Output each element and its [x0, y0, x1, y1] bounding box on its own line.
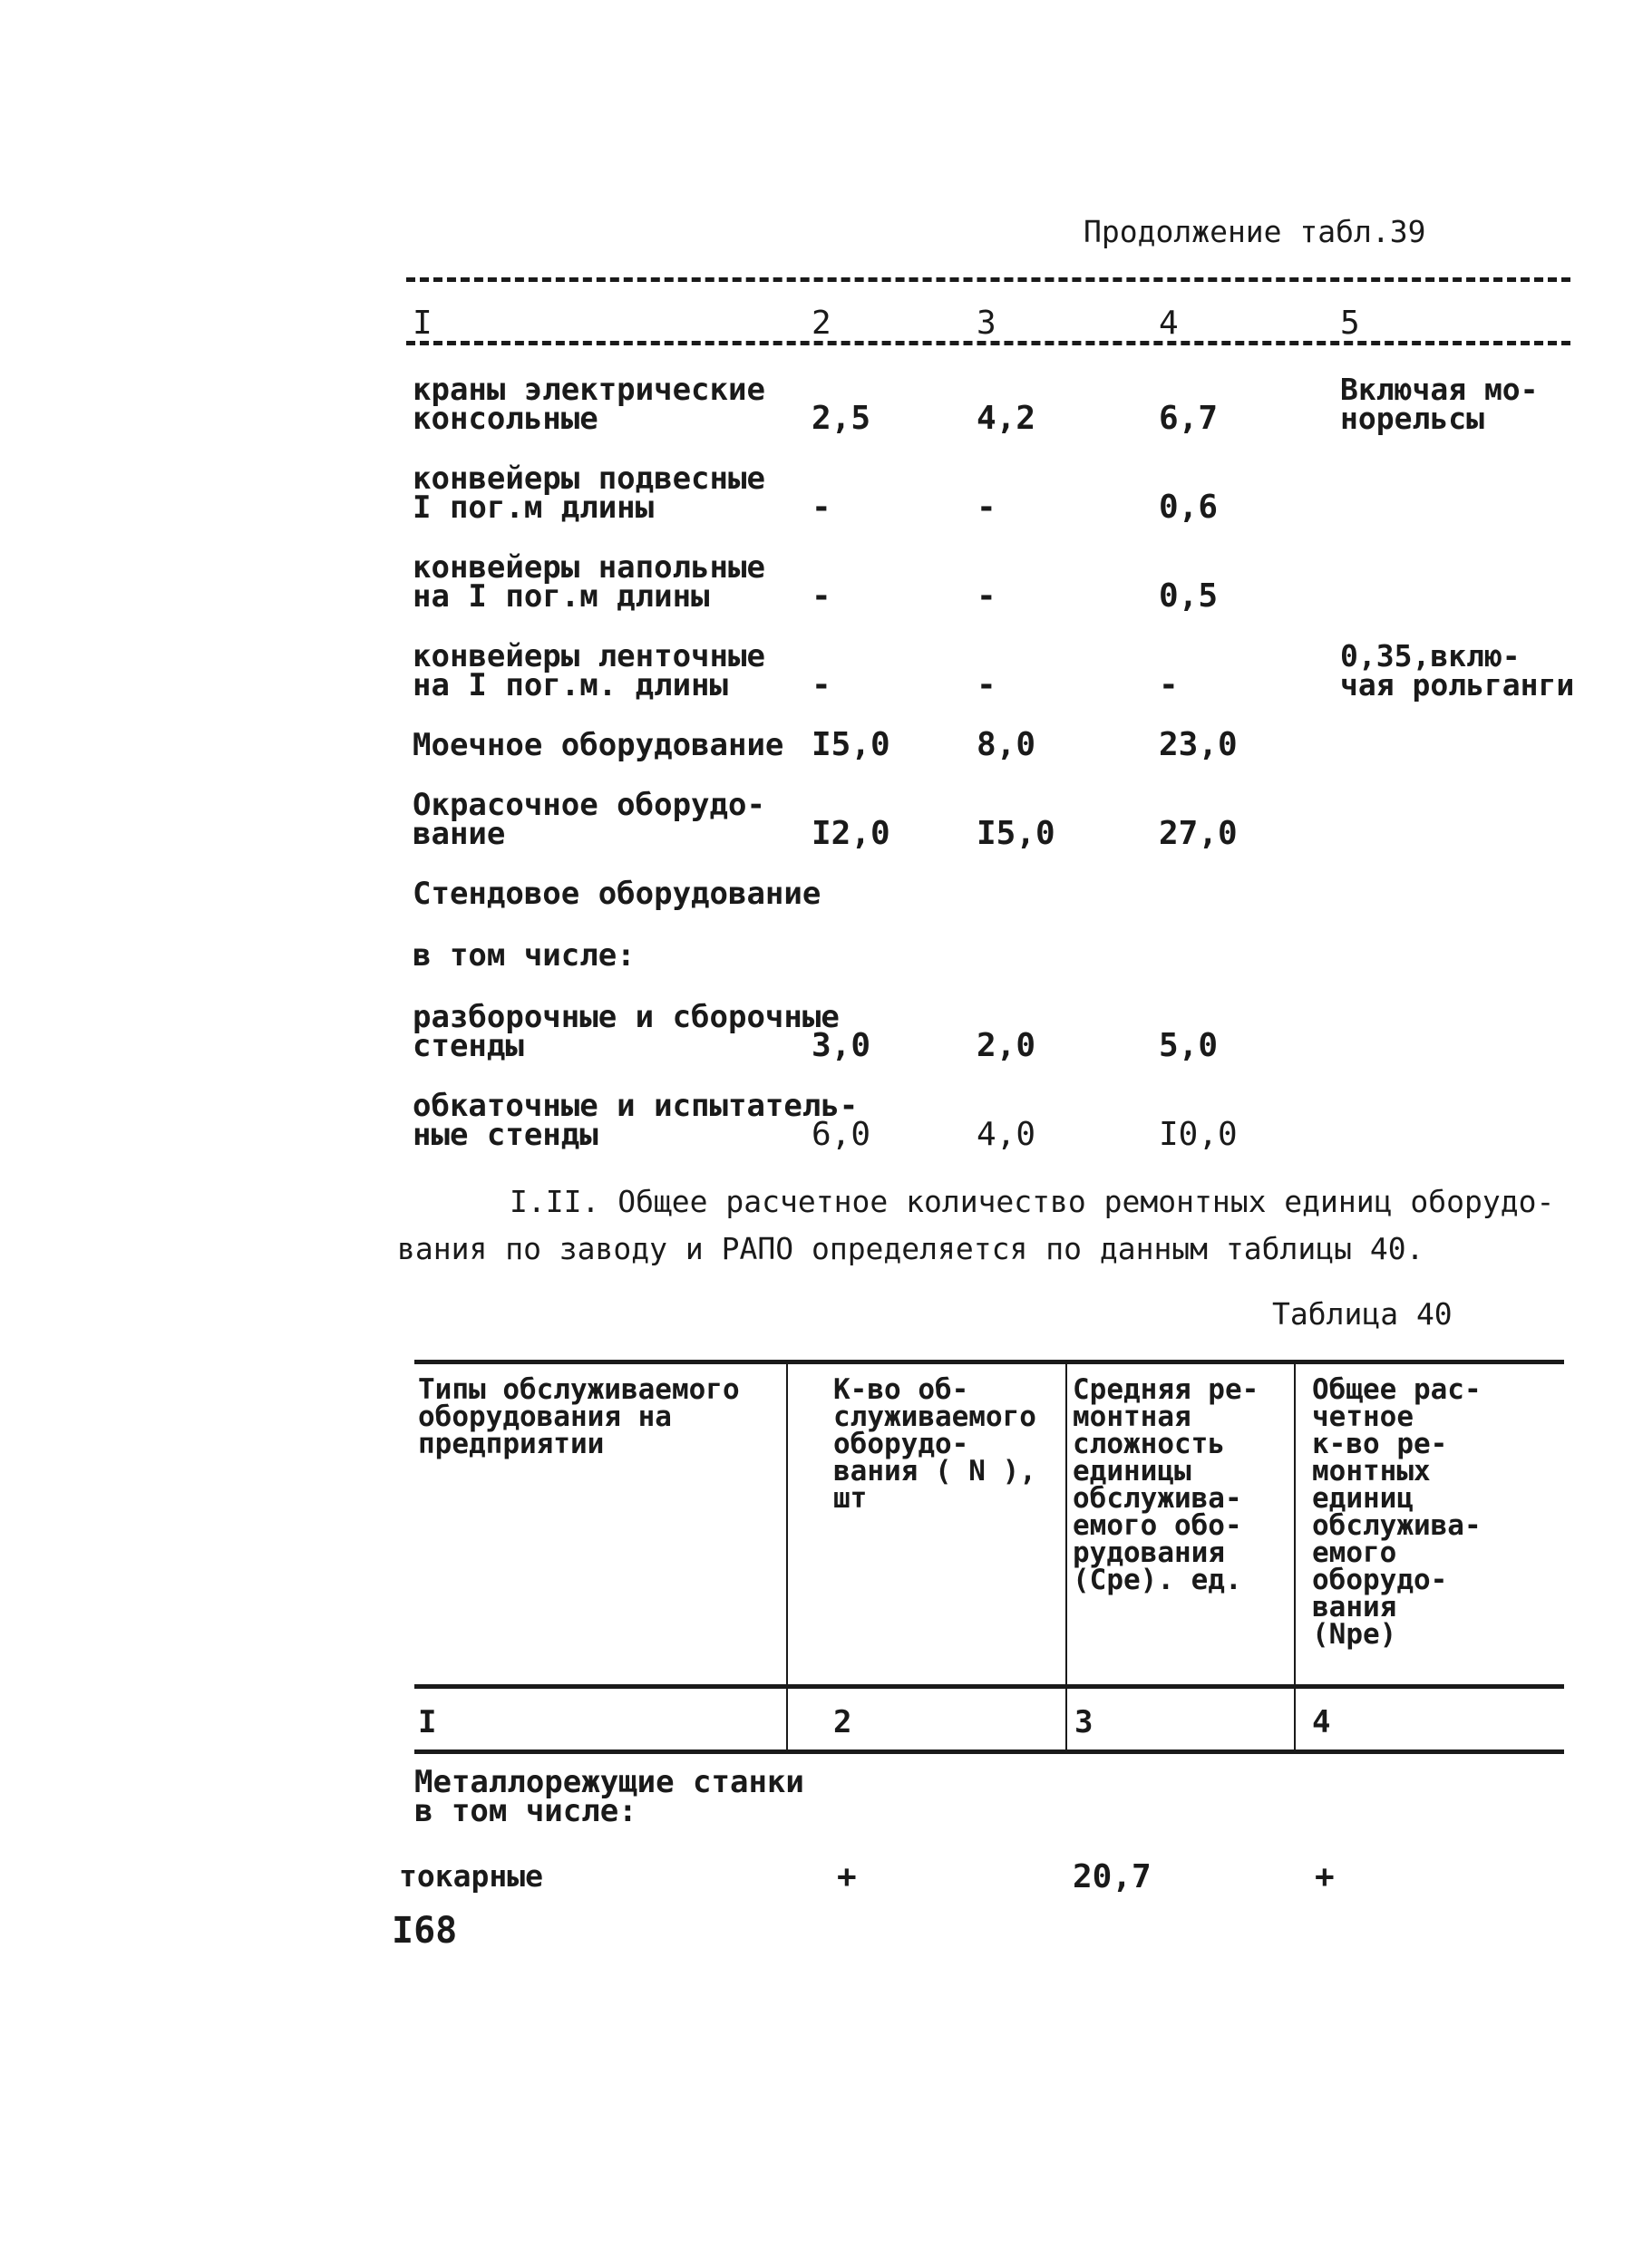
row-col2: + [837, 1858, 857, 1895]
row-name: обкаточные и испытатель- ные стенды [413, 1088, 859, 1153]
table40-header-count: К-во об- служиваемого оборудо- вания ( N ), шт [833, 1373, 1036, 1515]
row-col4: 5,0 [1159, 1027, 1219, 1064]
row-col3: - [977, 489, 996, 526]
table40-colnum-3: 3 [1074, 1704, 1094, 1740]
table40-top-rule [414, 1360, 1564, 1364]
row-col4: 27,0 [1159, 815, 1238, 852]
row-col2: 3,0 [812, 1027, 871, 1064]
row-col2: - [812, 666, 831, 703]
row-name: Окрасочное оборудо- вание [413, 787, 765, 852]
row-name: конвейеры напольные на I пог.м длины [413, 549, 765, 615]
row-col2: - [812, 489, 831, 526]
paragraph-line-1: I.II. Общее расчетное количество ремонтных единиц оборудо- [510, 1184, 1555, 1219]
row-col2: I2,0 [812, 815, 890, 852]
continuation-label: Продолжение табл.39 [1084, 214, 1426, 249]
row-col4: 6,7 [1159, 400, 1219, 437]
row-name: Стендовое оборудование [413, 876, 821, 912]
row-col4: - [1159, 666, 1179, 703]
row-name: Моечное оборудование [413, 727, 784, 763]
row-name: в том числе: [413, 937, 636, 974]
paragraph [397, 1178, 1576, 1273]
row-col3: - [977, 666, 996, 703]
row-col4: I0,0 [1159, 1116, 1238, 1153]
row-col3: 20,7 [1073, 1858, 1152, 1895]
table40-section-title: Металлорежущие станки в том числе: [414, 1764, 804, 1829]
row-col2: I5,0 [812, 726, 890, 763]
row-col3: 2,0 [977, 1027, 1036, 1064]
table40-col-divider [1294, 1360, 1296, 1753]
row-col4: + [1315, 1858, 1335, 1895]
row-name: краны электрические консольные [413, 372, 765, 437]
table40-header-rule [414, 1684, 1564, 1689]
table40-label: Таблица 40 [1272, 1296, 1453, 1332]
row-col2: - [812, 577, 831, 615]
table39-colnum-5: 5 [1340, 305, 1360, 342]
table40-colnum-4: 4 [1312, 1704, 1331, 1740]
row-col2: 2,5 [812, 400, 871, 437]
paragraph-line-2: вания по заводу и РАПО определяется по данным таблицы 40. [397, 1231, 1424, 1266]
table40-header-total: Общее рас- четное к-во ре- монтных единиц обслужива- емого оборудо- вания (Nре) [1312, 1373, 1482, 1651]
row-col4: 0,6 [1159, 489, 1219, 526]
table39-colnum-4: 4 [1159, 305, 1179, 342]
row-col2: 6,0 [812, 1116, 871, 1153]
table39-header-rule [406, 341, 1570, 345]
row-name: токарные [399, 1858, 543, 1894]
row-col4: 23,0 [1159, 726, 1238, 763]
table39-colnum-3: 3 [977, 305, 996, 342]
row-name: конвейеры ленточные на I пог.м. длины [413, 638, 765, 703]
row-col5: Включая мо- норельсы [1340, 372, 1539, 436]
table40-colnum-2: 2 [833, 1704, 852, 1740]
row-col3: 4,2 [977, 400, 1036, 437]
table39-colnum-2: 2 [812, 305, 831, 342]
table40-header-complexity: Средняя ре- монтная сложность единицы обслужива- емого обо- рудования (Сре). ед. [1073, 1373, 1259, 1596]
table39-top-rule [406, 277, 1570, 282]
row-col4: 0,5 [1159, 577, 1219, 615]
table40-col-divider [786, 1360, 788, 1753]
table39-colnum-1: I [413, 305, 433, 342]
row-col3: 8,0 [977, 726, 1036, 763]
row-col3: I5,0 [977, 815, 1055, 852]
table40-colnum-1: I [418, 1704, 437, 1740]
page-number: I68 [392, 1910, 458, 1952]
row-col5: 0,35,вклю- чая рольганги [1340, 638, 1575, 703]
row-name: конвейеры подвесные I пог.м длины [413, 460, 765, 526]
row-col3: 4,0 [977, 1116, 1036, 1153]
table40-numbers-rule [414, 1749, 1564, 1754]
table40-header-type: Типы обслуживаемого оборудования на предприятии [418, 1373, 740, 1460]
row-col3: - [977, 577, 996, 615]
table40-col-divider [1065, 1360, 1067, 1753]
row-name: разборочные и сборочные стенды [413, 999, 840, 1064]
